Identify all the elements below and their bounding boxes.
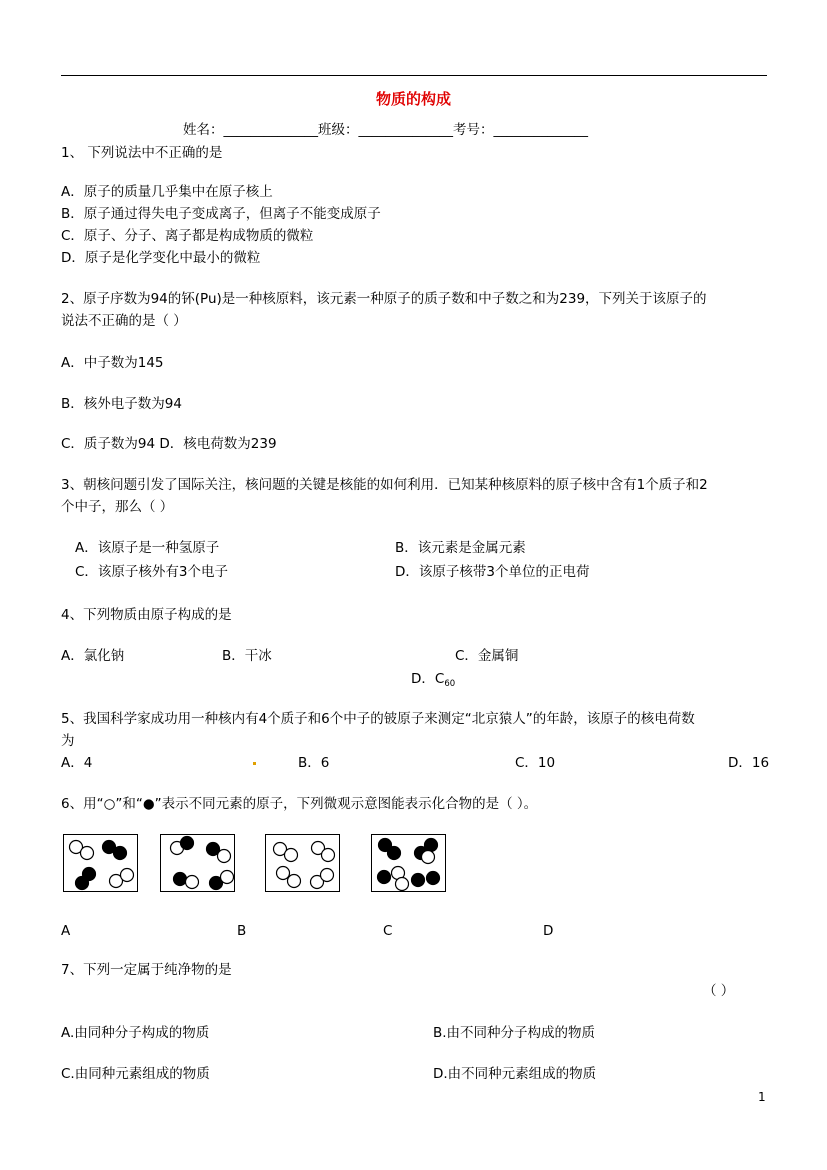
q3-option-d: D．该原子核带3个单位的正电荷 [395, 564, 590, 580]
q2-option-a: A．中子数为145 [61, 355, 164, 371]
q4-option-c: C．金属铜 [455, 648, 519, 664]
q1-stem: 1、 下列说法中不正确的是 [61, 145, 223, 161]
header-rule [61, 75, 767, 76]
q4-option-d-subscript: 60 [444, 679, 456, 689]
q7-option-d: D.由不同种元素组成的物质 [433, 1066, 597, 1082]
q5-stem-line2: 为 [61, 733, 75, 749]
q1-option-a: A．原子的质量几乎集中在原子核上 [61, 184, 273, 200]
q3-option-b: B．该元素是金属元素 [395, 540, 526, 556]
q4-stem: 4、下列物质由原子构成的是 [61, 607, 232, 623]
q7-answer-bracket: （ ） [703, 983, 735, 999]
q7-stem: 7、下列一定属于纯净物的是 [61, 962, 232, 978]
q4-option-d-text: D．C [411, 671, 445, 687]
q2-stem-line1: 2、原子序数为94的钚(Pu)是一种核原料，该元素一种原子的质子数和中子数之和为239，下列关于该原子的 [61, 291, 707, 307]
q1-option-b: B．原子通过得失电子变成离子，但离子不能变成原子 [61, 206, 381, 222]
q2-option-cd: C．质子数为94 D．核电荷数为239 [61, 436, 277, 452]
q4-option-a: A．氯化钠 [61, 648, 125, 664]
q3-stem-line2: 个中子，那么（ ） [61, 499, 174, 515]
q7-option-c: C.由同种元素组成的物质 [61, 1066, 210, 1082]
q7-option-a: A.由同种分子构成的物质 [61, 1025, 210, 1041]
q1-option-c: C．原子、分子、离子都是构成物质的微粒 [61, 228, 314, 244]
q4-option-b: B．干冰 [222, 648, 272, 664]
q3-option-c: C．该原子核外有3个电子 [75, 564, 229, 580]
q5-option-c: C．10 [515, 755, 556, 771]
q7-option-b: B.由不同种分子构成的物质 [433, 1025, 596, 1041]
diagram-d [371, 834, 446, 892]
diagram-label-a: A [61, 923, 71, 939]
q2-option-b: B．核外电子数为94 [61, 396, 182, 412]
student-info-line: 姓名：______________班级：______________考号：______________ [183, 122, 588, 138]
q5-option-a: A．4 [61, 755, 93, 771]
q1-option-d: D．原子是化学变化中最小的微粒 [61, 250, 261, 266]
q6-stem: 6、用“○”和“●”表示不同元素的原子，下列微观示意图能表示化合物的是（ ）。 [61, 796, 538, 812]
diagram-label-b: B [237, 923, 247, 939]
q5-option-d: D．16 [728, 755, 770, 771]
q3-stem-line1: 3、朝核问题引发了国际关注，核问题的关键是核能的如何利用．已知某种核原料的原子核中含有1个质子和2 [61, 477, 708, 493]
diagram-c [265, 834, 340, 892]
q5-option-b: B．6 [298, 755, 330, 771]
diagram-b [160, 834, 235, 892]
page-title: 物质的构成 [375, 90, 451, 108]
page-number: 1 [758, 1090, 766, 1104]
q5-stem-line1: 5、我国科学家成功用一种核内有4个质子和6个中子的铍原子来测定“北京猿人”的年龄，该原子的核电荷数 [61, 711, 695, 727]
q2-stem-line2: 说法不正确的是（ ） [61, 313, 187, 329]
diagram-label-c: C [383, 923, 393, 939]
q3-option-a: A．该原子是一种氢原子 [75, 540, 220, 556]
diagram-label-d: D [543, 923, 554, 939]
stray-dot [253, 762, 256, 765]
q4-option-d [411, 670, 455, 693]
diagram-a [63, 834, 138, 892]
